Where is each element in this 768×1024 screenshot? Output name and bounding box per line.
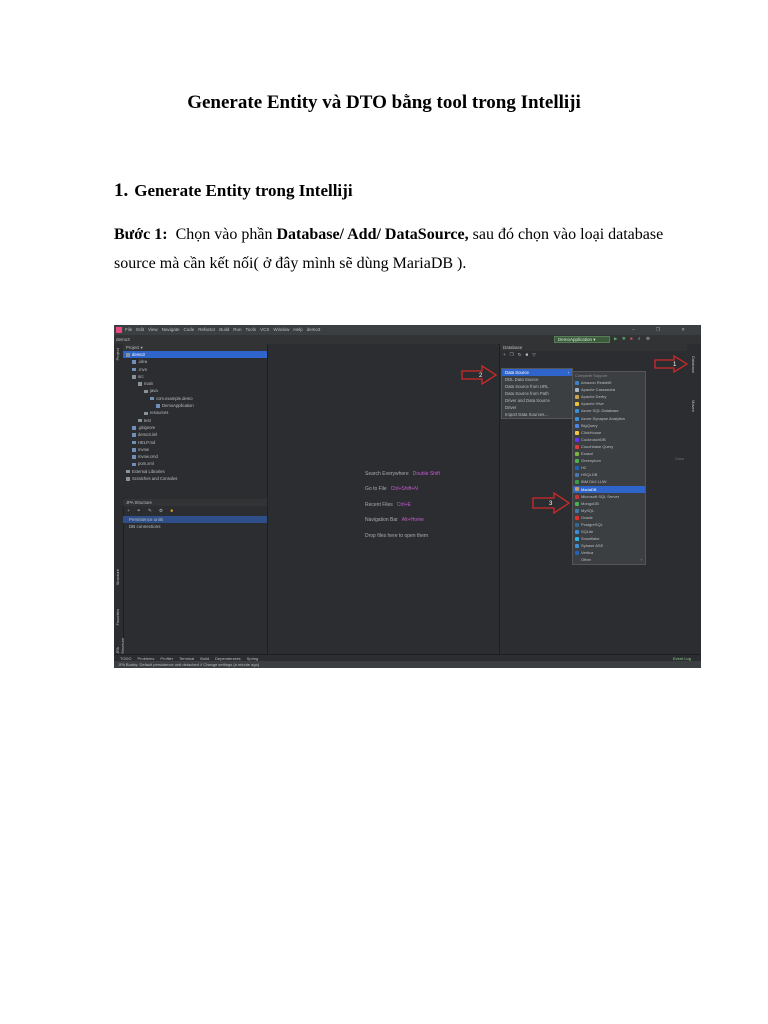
right-tool-strip <box>687 344 701 654</box>
step-text-2: sau đó chọn vào loại database source mà cần kết nối( ở đây mình sẽ dùng MariaDB ). <box>114 226 664 272</box>
menu-item[interactable]: VCS <box>260 327 270 332</box>
db-vendor-icon <box>575 551 579 555</box>
intellij-logo-icon <box>116 327 122 333</box>
copy-icon[interactable]: ❐ <box>509 352 518 357</box>
menu-label: Complete Support <box>575 373 608 378</box>
link-icon[interactable]: ⚭ <box>136 508 144 513</box>
tree-row[interactable] <box>123 358 267 365</box>
folder-icon <box>150 397 154 401</box>
datasource-item[interactable] <box>573 443 645 450</box>
create-hint: Crea <box>675 456 684 461</box>
right-strip-tab[interactable]: Database <box>691 356 696 374</box>
debug-icon[interactable]: ✱ <box>622 336 626 341</box>
menu-label: SQLite <box>581 529 594 535</box>
tree-row[interactable] <box>123 351 267 358</box>
datasource-item[interactable] <box>573 535 645 542</box>
datasource-item[interactable] <box>573 528 645 535</box>
gear-icon[interactable]: ⚙ <box>646 336 651 341</box>
database-panel-header: Database <box>500 344 687 351</box>
wrench-icon[interactable]: ✎ <box>147 508 155 513</box>
folder-icon <box>126 477 130 481</box>
menu-label: Vertica <box>581 550 594 556</box>
db-vendor-icon <box>575 431 579 435</box>
datasource-item[interactable] <box>573 415 645 422</box>
menu-label: HSQLDB <box>581 472 598 478</box>
annotation-label-3: 3 <box>549 501 553 507</box>
hint-shortcut: Alt+Home <box>401 517 424 523</box>
submenu-chevron-icon: › <box>567 370 569 375</box>
datasource-item[interactable] <box>573 500 645 507</box>
editor-hint <box>365 502 411 508</box>
submenu-chevron-icon: › <box>640 557 642 563</box>
step-text-1: Chọn vào phần <box>175 226 273 243</box>
menu-label: Apache Hive <box>581 401 604 407</box>
tree-label: mvnw.cmd <box>138 454 158 460</box>
tree-label: mvnw <box>138 446 149 452</box>
db-vendor-icon <box>575 502 579 506</box>
db-vendor-icon <box>575 438 579 442</box>
datasource-item[interactable] <box>573 464 645 471</box>
menu-item[interactable] <box>502 390 572 397</box>
tree-row[interactable] <box>123 431 267 438</box>
db-vendor-icon <box>575 395 579 399</box>
tree-label: .mvn <box>138 366 148 372</box>
tree-row[interactable] <box>123 395 267 402</box>
folder-icon <box>126 353 130 357</box>
tree-label: .gitignore <box>138 424 156 430</box>
left-strip-tab[interactable]: Project <box>115 348 120 361</box>
tree-label: main <box>144 381 154 387</box>
stop-icon[interactable]: ■ <box>630 336 633 341</box>
tree-label: External Libraries <box>132 468 165 474</box>
folder-icon <box>156 404 160 408</box>
menu-label: MongoDB <box>581 500 599 506</box>
db-vendor-icon <box>575 402 579 406</box>
menu-item[interactable]: Refactor <box>198 327 216 332</box>
tree-label: Scratches and Consoles <box>132 476 178 482</box>
stop-icon[interactable]: ■ <box>525 352 533 357</box>
window-controls[interactable]: – ❐ ✕ <box>632 327 695 332</box>
datasource-item[interactable] <box>573 514 645 521</box>
db-vendor-icon <box>575 466 579 470</box>
tree-row[interactable] <box>123 468 267 475</box>
menu-label: BigQuery <box>581 422 598 428</box>
menu-category <box>573 372 645 379</box>
menu-label: Import Data Sources... <box>505 412 548 417</box>
add-icon[interactable]: + <box>127 508 133 513</box>
db-vendor-icon <box>575 417 579 421</box>
filter-icon[interactable]: ▽ <box>532 352 540 357</box>
menu-item[interactable] <box>502 397 572 404</box>
menu-item[interactable] <box>502 411 572 418</box>
folder-icon <box>132 368 136 372</box>
tree-label: java <box>150 388 158 394</box>
menu-item[interactable] <box>502 369 572 376</box>
section-heading <box>114 180 353 202</box>
menu-label: PostgreSQL <box>581 521 603 527</box>
menu-label: Greenplum <box>581 458 601 464</box>
jpa-row[interactable]: DB connections <box>129 524 161 529</box>
editor-hint <box>365 471 440 477</box>
step-path: Database/ Add/ DataSource, <box>276 226 469 243</box>
annotation-label-2: 2 <box>479 373 483 379</box>
tree-row[interactable] <box>123 417 267 424</box>
menu-label: Microsoft SQL Server <box>581 493 620 499</box>
left-strip-tab[interactable]: Favorites <box>115 609 120 626</box>
editor-hint <box>365 517 424 523</box>
menu-item[interactable]: Window <box>273 327 290 332</box>
hint-label: Search Everywhere <box>365 471 409 477</box>
datasource-item[interactable] <box>573 486 645 493</box>
menu-item[interactable]: Build <box>219 327 230 332</box>
tree-row[interactable] <box>123 402 267 409</box>
tree-row[interactable] <box>123 424 267 431</box>
left-strip-tab[interactable]: JPA Structure <box>115 637 125 654</box>
section-title: Generate Entity trong Intelliji <box>134 181 353 200</box>
gear-icon[interactable]: ⚙ <box>159 508 167 513</box>
datasource-item[interactable] <box>573 493 645 500</box>
tree-row[interactable] <box>123 446 267 453</box>
bottom-tool-tab[interactable]: Dependencies <box>215 656 241 661</box>
menu-label: Azure Synapse Analytics <box>581 415 626 421</box>
menu-label: Snowflake <box>581 536 600 542</box>
menu-label: Exasol <box>581 451 594 457</box>
folder-icon <box>144 412 148 416</box>
db-vendor-icon <box>575 480 579 484</box>
menu-item[interactable]: Tools <box>245 327 257 332</box>
db-vendor-icon <box>575 495 579 499</box>
ide-menubar <box>114 325 701 335</box>
datasource-item[interactable] <box>573 549 645 556</box>
datasource-item[interactable] <box>573 379 645 386</box>
datasource-item[interactable] <box>573 521 645 528</box>
menu-label: Apache Derby <box>581 394 607 400</box>
db-vendor-icon <box>575 409 579 413</box>
menu-label: H2 <box>581 465 587 471</box>
datasource-item[interactable] <box>573 393 645 400</box>
menu-label: Azure SQL Database <box>581 408 619 414</box>
editor-area <box>268 344 498 654</box>
annotation-arrow-1 <box>654 355 688 373</box>
jpa-toolbar <box>123 506 267 516</box>
bottom-tool-tab[interactable]: Spring <box>246 656 259 661</box>
bottom-tool-tab[interactable]: Profiler <box>160 656 174 661</box>
menu-label: MariaDB <box>581 486 597 492</box>
tree-label: HELP.md <box>138 439 156 445</box>
jpa-panel-header: JPA Structure <box>123 499 267 506</box>
menu-label: Sybase ASE <box>581 543 604 549</box>
datasource-item[interactable] <box>573 407 645 414</box>
run-icon[interactable]: ▶ <box>614 336 618 341</box>
tree-row[interactable] <box>123 387 267 394</box>
add-menu <box>501 368 573 419</box>
tree-row[interactable] <box>123 380 267 387</box>
menu-item[interactable] <box>502 404 572 411</box>
datasource-item[interactable] <box>573 556 645 563</box>
db-vendor-icon <box>575 509 579 513</box>
project-panel <box>123 344 268 498</box>
tree-label: demo3 <box>132 352 145 357</box>
menu-label: DDL Data Source <box>505 377 539 382</box>
menu-label: ClickHouse <box>581 429 602 435</box>
editor-hint <box>365 486 418 492</box>
tree-row[interactable] <box>123 366 267 373</box>
db-vendor-icon <box>575 530 579 534</box>
menu-item[interactable] <box>502 383 572 390</box>
annotation-label-1: 1 <box>673 362 677 368</box>
jpa-row[interactable]: Persistence units <box>123 516 267 523</box>
folder-icon <box>132 426 136 430</box>
db-vendor-icon <box>575 445 579 449</box>
folder-icon <box>138 382 142 386</box>
bottom-tool-tab[interactable]: Build <box>200 656 210 661</box>
db-vendor-icon <box>575 452 579 456</box>
annotation-arrow-3 <box>532 492 570 514</box>
bottom-tool-tab[interactable]: Problems <box>137 656 155 661</box>
menu-label: Amazon Redshift <box>581 380 612 386</box>
left-strip-tab[interactable]: Structure <box>115 569 120 586</box>
section-number: 1. <box>114 180 129 201</box>
db-vendor-icon <box>575 388 579 392</box>
menu-items <box>125 327 324 332</box>
datasource-item[interactable] <box>573 400 645 407</box>
datasource-item[interactable] <box>573 457 645 464</box>
db-vendor-icon <box>575 424 579 428</box>
tree-row[interactable] <box>123 439 267 446</box>
menu-label: MySQL <box>581 507 595 513</box>
datasource-item[interactable] <box>573 507 645 514</box>
folder-icon <box>138 419 142 423</box>
folder-icon <box>132 463 136 467</box>
bottom-tool-tab[interactable]: TODO <box>120 656 132 661</box>
folder-icon <box>144 390 148 394</box>
tree-row[interactable] <box>123 453 267 460</box>
datasource-item[interactable] <box>573 386 645 393</box>
menu-label: Driver <box>505 405 517 410</box>
hint-shortcut: Ctrl+E <box>396 502 411 508</box>
datasource-item[interactable] <box>573 436 645 443</box>
jpa-rows <box>123 516 267 530</box>
menu-item[interactable]: Code <box>183 327 195 332</box>
tree-label: src <box>138 373 144 379</box>
menu-label: Other <box>581 557 592 563</box>
breadcrumb[interactable]: demo3 <box>116 337 130 342</box>
editor-hint <box>365 533 428 539</box>
annotation-arrow-2 <box>461 365 497 385</box>
hint-label: Navigation Bar <box>365 517 398 523</box>
tree-label: pom.xml <box>138 461 154 467</box>
toolbar-icons <box>614 336 654 341</box>
menu-label: Driver and Data Source <box>505 398 550 403</box>
menu-item[interactable]: demo3 <box>306 327 321 332</box>
tree-row[interactable] <box>123 475 267 482</box>
menu-item[interactable]: Navigate <box>161 327 180 332</box>
menu-label: CockroachDB <box>581 436 606 442</box>
menu-label: Data Source <box>505 370 529 375</box>
menu-item[interactable] <box>502 376 572 383</box>
hint-shortcut: Double Shift <box>412 471 440 477</box>
datasource-item[interactable] <box>573 471 645 478</box>
tree-label: .idea <box>138 359 148 365</box>
step-label: Bước 1: <box>114 226 168 243</box>
db-vendor-icon <box>575 523 579 527</box>
bottom-tool-tab[interactable]: Terminal <box>179 656 195 661</box>
menu-item[interactable]: View <box>148 327 158 332</box>
refresh-icon[interactable]: ↻ <box>517 352 526 357</box>
tree-label: demo3.iml <box>138 432 158 438</box>
folder-icon <box>132 455 136 459</box>
folder-icon <box>132 441 136 445</box>
menu-item[interactable]: Run <box>233 327 242 332</box>
db-vendor-icon <box>575 537 579 541</box>
tree-label: resources <box>150 410 169 416</box>
tree-label: com.example.demo <box>156 395 193 401</box>
datasource-item[interactable] <box>573 422 645 429</box>
tree-row[interactable] <box>123 373 267 380</box>
folder-icon <box>132 360 136 364</box>
bottom-tool-tab[interactable]: Event Log <box>672 656 691 661</box>
menu-label: Data Source from Path <box>505 391 549 396</box>
tree-row[interactable] <box>123 460 267 467</box>
project-tree <box>123 351 267 482</box>
db-vendor-icon <box>575 459 579 463</box>
db-icon[interactable]: ■ <box>170 508 177 513</box>
menu-label: IBM Db2 LUW <box>581 479 607 485</box>
document-title: Generate Entity và DTO bằng tool trong Intelliji <box>187 92 581 113</box>
folder-icon <box>132 375 136 379</box>
folder-icon <box>126 470 130 474</box>
datasource-item[interactable] <box>573 450 645 457</box>
hint-label: Recent Files <box>365 502 393 508</box>
project-panel-header[interactable]: Project ▾ <box>123 344 267 351</box>
search-icon[interactable]: ⌕ <box>638 336 641 341</box>
step-paragraph <box>114 220 694 278</box>
hint-shortcut: Ctrl+Shift+N <box>390 486 418 492</box>
menu-label: Data Source from URL <box>505 384 549 389</box>
menu-label: Oracle <box>581 514 593 520</box>
add-datasource-icon[interactable]: + <box>503 352 510 357</box>
hint-label: Drop files here to open them <box>365 533 429 539</box>
database-panel <box>499 344 687 654</box>
folder-icon <box>132 448 136 452</box>
db-vendor-icon <box>575 381 579 385</box>
folder-icon <box>132 433 136 437</box>
db-vendor-icon <box>575 473 579 477</box>
db-vendor-icon <box>575 516 579 520</box>
db-vendor-icon <box>575 544 579 548</box>
right-strip-tab[interactable]: Maven <box>691 400 696 413</box>
menu-item[interactable]: Help <box>293 327 303 332</box>
menu-item[interactable]: File <box>125 327 133 332</box>
tree-label: DemoApplication <box>162 403 194 409</box>
menu-label: Apache Cassandra <box>581 387 616 393</box>
menu-item[interactable]: Edit <box>136 327 145 332</box>
datasource-item[interactable] <box>573 478 645 485</box>
jpa-structure-panel <box>123 499 268 654</box>
tree-label: test <box>144 417 151 423</box>
db-vendor-icon <box>575 487 579 491</box>
ide-screenshot <box>114 325 701 668</box>
menu-label: Couchbase Query <box>581 443 614 449</box>
run-config-select[interactable]: DemoApplication ▾ <box>554 336 610 343</box>
datasource-submenu <box>572 371 646 565</box>
tree-row[interactable] <box>123 409 267 416</box>
status-bar: JPA Buddy: Default persistence unit detached // Change settings (a minute ago) <box>114 661 701 668</box>
datasource-item[interactable] <box>573 429 645 436</box>
datasource-item[interactable] <box>573 542 645 549</box>
hint-label: Go to File <box>365 486 387 492</box>
